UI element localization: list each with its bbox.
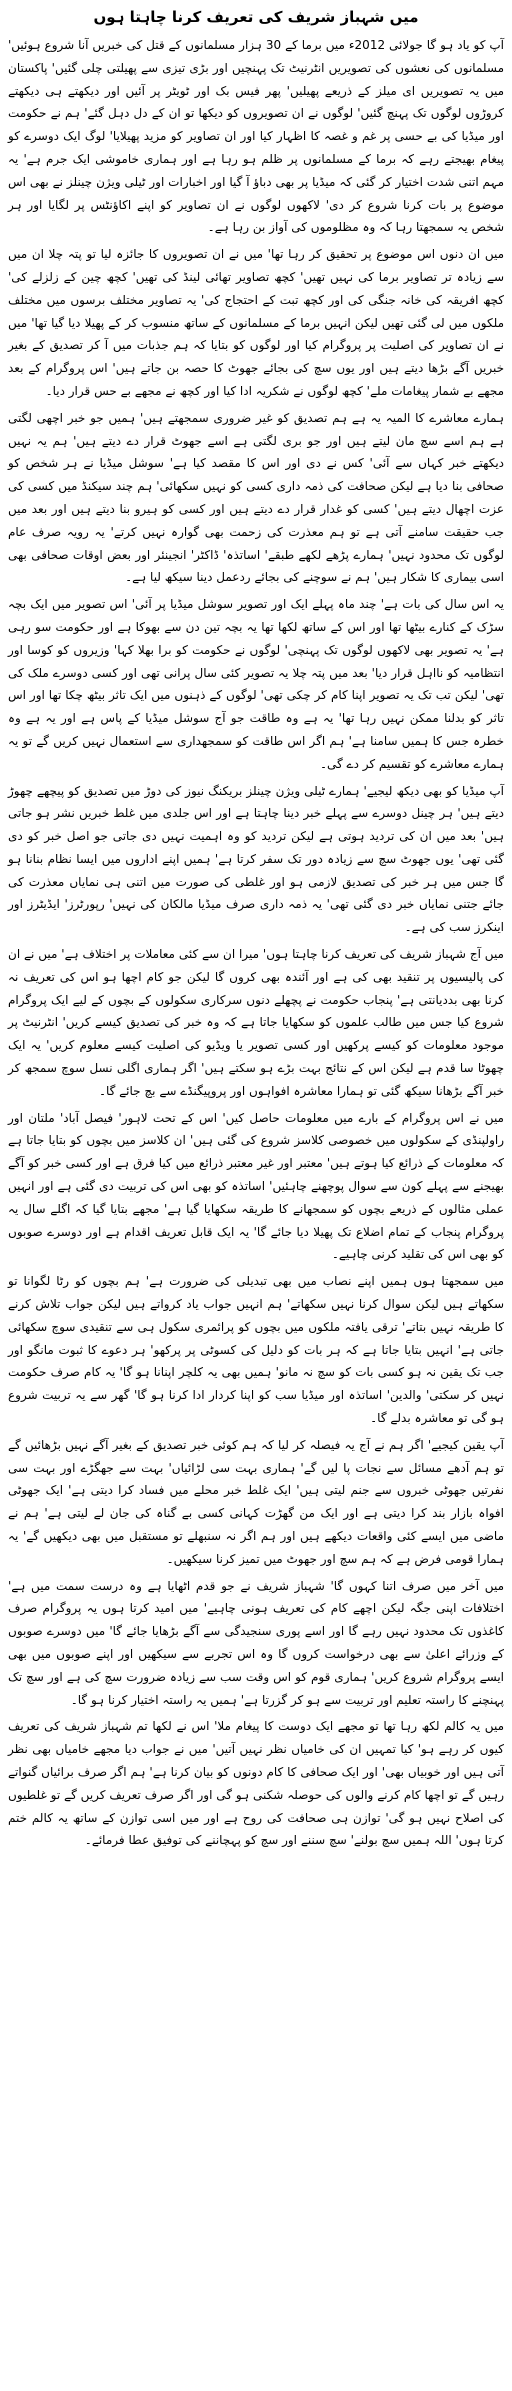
article-paragraph: میں آخر میں صرف اتنا کہوں گا' شہباز شریف نے جو قدم اٹھایا ہے وہ درست سمت میں ہے' اختلافات اپنی جگہ لیکن اچھے کام کی تعریف ہونی چاہیے' میں امید کرتا ہوں یہ پروگرام صرف کاغذوں تک محدود نہیں رہے گا اور اسے پوری سنجیدگی سے آگے بڑھایا جائے گا' میں دوسرے صوبوں کے وزرائے اعلیٰ سے بھی درخواست کروں گا وہ اس تجربے سے سیکھیں اور اپنے صوبوں میں بھی ایسے پروگرام شروع کریں' ہماری قوم کو اس وقت سب سے زیادہ ضرورت سچ کی ہے اور سچ تک پہنچنے کا راستہ تعلیم اور تربیت سے ہو کر گزرتا ہے' ہمیں یہ راستہ اختیار کرنا ہو گا۔ <box>8 1578 504 1707</box>
article-title: میں شہباز شریف کی تعریف کرنا چاہتا ہوں <box>93 8 419 26</box>
article-paragraph: آپ یقین کیجیے' اگر ہم نے آج یہ فیصلہ کر لیا کہ ہم کوئی خبر تصدیق کے بغیر آگے نہیں بڑھائیں گے تو ہم آدھے مسائل سے نجات پا لیں گے' ہماری بہت سی لڑائیاں' بہت سے جھگڑے اور بہت سی نفرتیں جھوٹی خبروں سے جنم لیتی ہیں' ایک غلط خبر محلے میں فساد کرا دیتی ہے' ایک جھوٹی افواہ بازار بند کرا دیتی ہے اور ایک من گھڑت کہانی کسی بے گناہ کی جان لے لیتی ہے' ہم نے ماضی میں ایسے کئی واقعات دیکھے ہیں اور ہم اگر نہ سنبھلے تو مستقبل میں بھی دیکھیں گے' یہ ہمارا قومی فرض ہے کہ ہم سچ اور جھوٹ میں تمیز کرنا سیکھیں۔ <box>8 1437 504 1566</box>
article-paragraph: میں ان دنوں اس موضوع پر تحقیق کر رہا تھا' میں نے ان تصویروں کا جائزہ لیا تو پتہ چلا ان میں سے زیادہ تر تصاویر برما کی نہیں تھیں' کچھ تصاویر تھائی لینڈ کی تھیں' کچھ چین کے زلزلے کی' کچھ افریقہ کی خانہ جنگی کی اور کچھ تبت کے احتجاج کی' یہ تصاویر مختلف برسوں میں مختلف ملکوں میں لی گئی تھیں لیکن انہیں برما کے مسلمانوں کے ساتھ منسوب کر کے پھیلا دیا گیا تھا' میں نے ان تصاویر کی اصلیت پر پروگرام کیا اور لوگوں کو بتایا کہ ہم جذبات میں آ کر تصدیق کے بغیر خبریں آگے بڑھا دیتے ہیں اور یوں سچ کی بجائے جھوٹ کا حصہ بن جاتے ہیں' اس پروگرام کے بعد مجھے بے شمار پیغامات ملے' کچھ لوگوں نے شکریہ ادا کیا اور کچھ نے مجھے بے حس قرار دیا۔ <box>8 247 504 398</box>
article-paragraph: آپ میڈیا کو بھی دیکھ لیجیے' ہمارے ٹیلی ویژن چینلز بریکنگ نیوز کی دوڑ میں تصدیق کو پیچھے چھوڑ دیتے ہیں' ہر چینل دوسرے سے پہلے خبر دینا چاہتا ہے اور اس جلدی میں غلط خبریں نشر ہو جاتی ہیں' بعد میں ان کی تردید ہوتی ہے لیکن تردید کو وہ اہمیت نہیں دی جاتی جو اصل خبر کو دی گئی تھی' یوں جھوٹ سچ سے زیادہ دور تک سفر کرتا ہے' ہمیں اپنے اداروں میں ایسا نظام بنانا ہو گا جس میں ہر خبر کی تصدیق لازمی ہو اور غلطی کی صورت میں اتنی ہی نمایاں معذرت کی جائے جتنی نمایاں خبر دی گئی تھی' یہ ذمہ داری صرف میڈیا مالکان کی نہیں' رپورٹرز' ایڈیٹرز اور اینکرز سب کی ہے۔ <box>8 783 504 935</box>
article-paragraph: میں آج شہباز شریف کی تعریف کرنا چاہتا ہوں' میرا ان سے کئی معاملات پر اختلاف ہے' میں نے ان کی پالیسیوں پر تنقید بھی کی ہے اور آئندہ بھی کروں گا لیکن جو کام اچھا ہو اس کی تعریف نہ کرنا بھی بددیانتی ہے' پنجاب حکومت نے پچھلے دنوں سرکاری سکولوں کے بچوں کے لیے ایک پروگرام شروع کیا جس میں طالب علموں کو سکھایا جاتا ہے کہ وہ خبر کی تصدیق کیسے کریں' انٹرنیٹ پر موجود معلومات کو کیسے پرکھیں اور کسی تصویر یا ویڈیو کی اصلیت کیسے معلوم کریں' یہ ایک چھوٹا سا قدم ہے لیکن اس کے نتائج بہت بڑے ہو سکتے ہیں' اگر ہماری اگلی نسل سوچ سمجھ کر خبر آگے بڑھانا سیکھ گئی تو ہمارا معاشرہ افواہوں اور پروپیگنڈے سے بچ جائے گا۔ <box>8 947 504 1098</box>
article-paragraph: یہ اس سال کی بات ہے' چند ماہ پہلے ایک اور تصویر سوشل میڈیا پر آئی' اس تصویر میں ایک بچہ سڑک کے کنارے بیٹھا تھا اور اس کے ساتھ لکھا تھا یہ بچہ تین دن سے بھوکا ہے اور حکومت سو رہی ہے' یہ تصویر بھی لاکھوں لوگوں تک پہنچی' لوگوں نے حکومت کو برا بھلا کہا' وزیروں کو کوسا اور انتظامیہ کو نااہل قرار دیا' بعد میں پتہ چلا یہ تصویر کئی سال پرانی تھی اور کسی دوسرے ملک کی تھی' لیکن تب تک یہ تصویر اپنا کام کر چکی تھی' لوگوں کے ذہنوں میں ایک تاثر بیٹھ چکا تھا اور اس تاثر کو بدلنا ممکن نہیں رہا تھا' یہ ہے وہ طاقت جو آج سوشل میڈیا کے پاس ہے اور یہ ہے وہ خطرہ جس کا ہمیں سامنا ہے' ہم اگر اس طاقت کو سمجھداری سے استعمال نہیں کریں گے تو یہ ہمارے معاشرے کو تقسیم کر دے گی۔ <box>8 597 504 771</box>
article-paragraph: میں سمجھتا ہوں ہمیں اپنے نصاب میں بھی تبدیلی کی ضرورت ہے' ہم بچوں کو رٹا لگوانا تو سکھاتے ہیں لیکن سوال کرنا نہیں سکھاتے' ہم انہیں جواب یاد کرواتے ہیں لیکن جواب تلاش کرنے کا طریقہ نہیں بتاتے' ترقی یافتہ ملکوں میں بچوں کو پرائمری سکول ہی سے تنقیدی سوچ سکھائی جاتی ہے' انہیں بتایا جاتا ہے کہ ہر بات کو دلیل کی کسوٹی پر پرکھو' ہر دعوے کا ثبوت مانگو اور جب تک یقین نہ ہو کسی بات کو سچ نہ مانو' ہمیں بھی یہ کلچر اپنانا ہو گا' یہ کام صرف حکومت نہیں کر سکتی' والدین' اساتذہ اور میڈیا سب کو اپنا کردار ادا کرنا ہو گا' گھر سے یہ تربیت شروع ہو گی تو معاشرہ بدلے گا۔ <box>8 1274 504 1426</box>
article-paragraph: آپ کو یاد ہو گا جولائی 2012ء میں برما کے 30 ہزار مسلمانوں کے قتل کی خبریں آنا شروع ہوئیں' مسلمانوں کی نعشوں کی تصویریں انٹرنیٹ تک پہنچیں اور بڑی تیزی سے پھیلتی چلی گئیں' پاکستان میں یہ تصویریں ای میلز کے ذریعے پھیلیں' پھر فیس بک اور ٹویٹر پر آئیں اور دیکھتے ہی دیکھتے کروڑوں لوگوں تک پہنچ گئیں' لوگوں نے ان تصویروں کو دیکھا تو ان کے دل دہل گئے' ہم نے حکومت اور میڈیا کی بے حسی پر غم و غصہ کا اظہار کیا اور ان تصاویر کو مزید پھیلایا' لوگ ایک دوسرے کو پیغام بھیجتے رہے کہ برما کے مسلمانوں پر ظلم ہو رہا ہے اور ہماری خاموشی ایک جرم ہے' یہ مہم اتنی شدت اختیار کر گئی کہ میڈیا پر بھی دباؤ آ گیا اور اخبارات اور ٹیلی ویژن چینلز نے بھی اس موضوع پر بات کرنا شروع کر دی' لاکھوں لوگوں نے ان تصاویر کو اپنے اکاؤنٹس پر لگایا اور ہر شخص یہ سمجھتا رہا کہ وہ مظلوموں کی آواز بن رہا ہے۔ <box>8 38 505 235</box>
article-paragraph: میں یہ کالم لکھ رہا تھا تو مجھے ایک دوست کا پیغام ملا' اس نے لکھا تم شہباز شریف کی تعریف کیوں کر رہے ہو' کیا تمہیں ان کی خامیاں نظر نہیں آتیں' میں نے جواب دیا مجھے خامیاں بھی نظر آتی ہیں اور خوبیاں بھی' اور ایک صحافی کا کام دونوں کو بیان کرنا ہے' ہم اگر صرف برائیاں گنواتے رہیں گے تو اچھا کام کرنے والوں کی حوصلہ شکنی ہو گی اور اگر صرف تعریف کریں گے تو غلطیوں کی اصلاح نہیں ہو گی' توازن ہی صحافت کی روح ہے اور میں اسی توازن کے ساتھ یہ کالم ختم کرتا ہوں' اللہ ہمیں سچ بولنے' سچ سننے اور سچ کو پہچاننے کی توفیق عطا فرمائے۔ <box>8 1719 504 1848</box>
article-paragraph: ہمارے معاشرے کا المیہ یہ ہے ہم تصدیق کو غیر ضروری سمجھتے ہیں' ہمیں جو خبر اچھی لگتی ہے ہم اسے سچ مان لیتے ہیں اور جو بری لگتی ہے اسے جھوٹ قرار دے دیتے ہیں' ہم یہ نہیں دیکھتے خبر کہاں سے آئی' کس نے دی اور اس کا مقصد کیا ہے' سوشل میڈیا نے ہر شخص کو صحافی بنا دیا ہے لیکن صحافت کی ذمہ داری کسی کو نہیں سکھائی' ہم چند سیکنڈ میں کسی کی عزت اچھال دیتے ہیں' کسی کو غدار قرار دے دیتے ہیں اور کسی کو ہیرو بنا دیتے ہیں اور بعد میں جب حقیقت سامنے آتی ہے تو ہم معذرت کی زحمت بھی گوارہ نہیں کرتے' یہ رویہ صرف عام لوگوں تک محدود نہیں' ہمارے پڑھے لکھے طبقے' اساتذہ' ڈاکٹر' انجینئر اور بعض اوقات صحافی بھی اسی بیماری کا شکار ہیں' ہم نے سوچنے کی بجائے ردعمل دینا سیکھ لیا ہے۔ <box>8 410 505 585</box>
article-paragraph: میں نے اس پروگرام کے بارے میں معلومات حاصل کیں' اس کے تحت لاہور' فیصل آباد' ملتان اور راولپنڈی کے سکولوں میں خصوصی کلاسز شروع کی گئی ہیں' ان کلاسز میں بچوں کو بتایا جاتا ہے کہ معلومات کے ذرائع کیا ہوتے ہیں' معتبر اور غیر معتبر ذرائع میں کیا فرق ہے اور کسی خبر کو آگے بھیجنے سے پہلے کون سے سوال پوچھنے چاہئیں' اساتذہ کو بھی اس کی تربیت دی گئی ہے اور انہیں عملی مثالوں کے ذریعے بچوں کو سمجھانے کا طریقہ سکھایا گیا ہے' مجھے بتایا گیا کہ اگلے سال یہ پروگرام پنجاب کے تمام اضلاع تک پھیلا دیا جائے گا' یہ ایک قابل تعریف اقدام ہے اور دوسرے صوبوں کو بھی اس کی تقلید کرنی چاہیے۔ <box>8 1110 504 1262</box>
article-body <box>8 34 504 1852</box>
